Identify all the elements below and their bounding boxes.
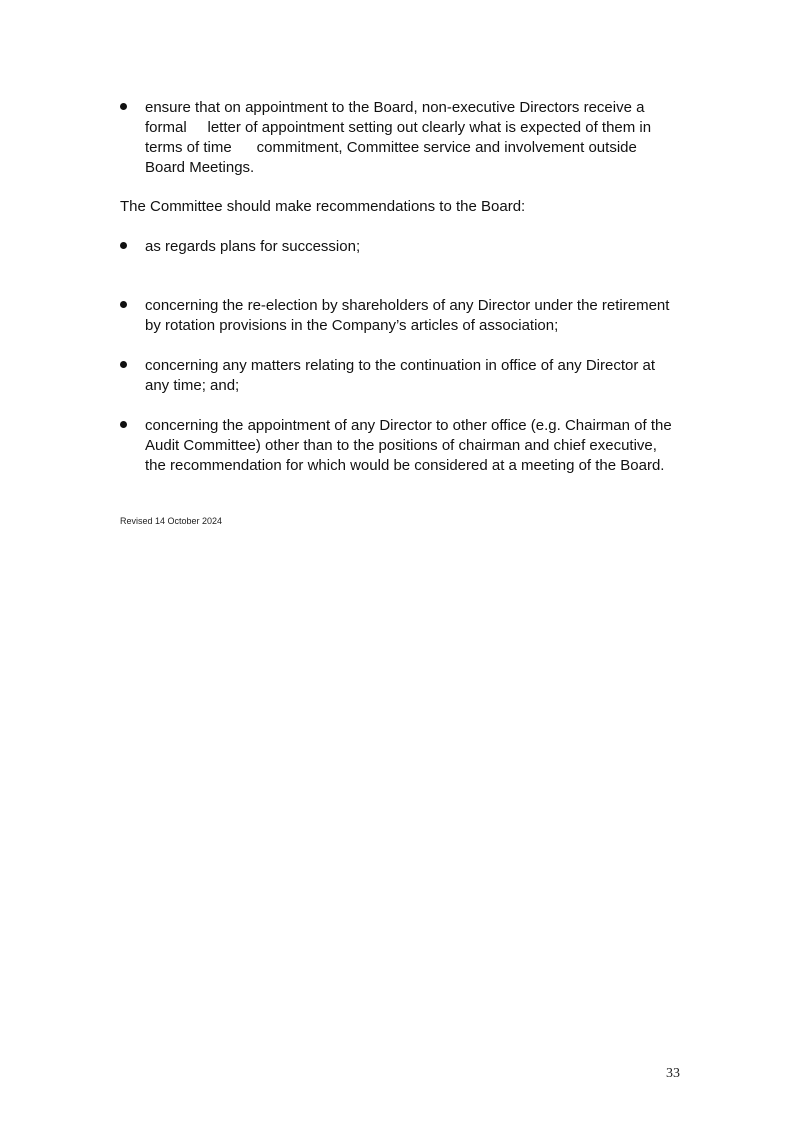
list-item-text <box>145 98 690 178</box>
bullet-icon <box>120 103 127 110</box>
revision-note: Revised 14 October 2024 <box>120 516 223 526</box>
bullet-icon <box>120 301 127 308</box>
text-line: by rotation provisions in the Company’s articles of association; <box>145 317 559 334</box>
list-item-text <box>145 296 690 336</box>
text-line: Board Meetings. <box>145 159 255 176</box>
text-line: the recommendation for which would be considered at a meeting of the Board. <box>145 457 665 474</box>
text-line: concerning any matters relating to the continuation in office of any Director at <box>145 357 656 374</box>
list-item-text <box>145 356 690 396</box>
bullet-icon <box>120 242 127 249</box>
text-line: concerning the re-election by shareholders of any Director under the retirement <box>145 297 670 314</box>
text-line: ensure that on appointment to the Board, non-executive Directors receive a <box>145 99 645 116</box>
intro-paragraph: The Committee should make recommendations to the Board: <box>120 198 526 215</box>
text-line: Audit Committee) other than to the positions of chairman and chief executive, <box>145 437 657 454</box>
text-line: terms of time commitment, Committee service and involvement outside <box>145 139 637 156</box>
list-item-text <box>145 237 690 257</box>
text-line: as regards plans for succession; <box>145 238 361 255</box>
page-number: 33 <box>666 1066 680 1081</box>
bullet-icon <box>120 361 127 368</box>
text-line: concerning the appointment of any Director to other office (e.g. Chairman of the <box>145 417 672 434</box>
list-item-text <box>145 416 690 476</box>
bullet-icon <box>120 421 127 428</box>
text-line: any time; and; <box>145 377 240 394</box>
text-line: formal letter of appointment setting out clearly what is expected of them in <box>145 119 652 136</box>
